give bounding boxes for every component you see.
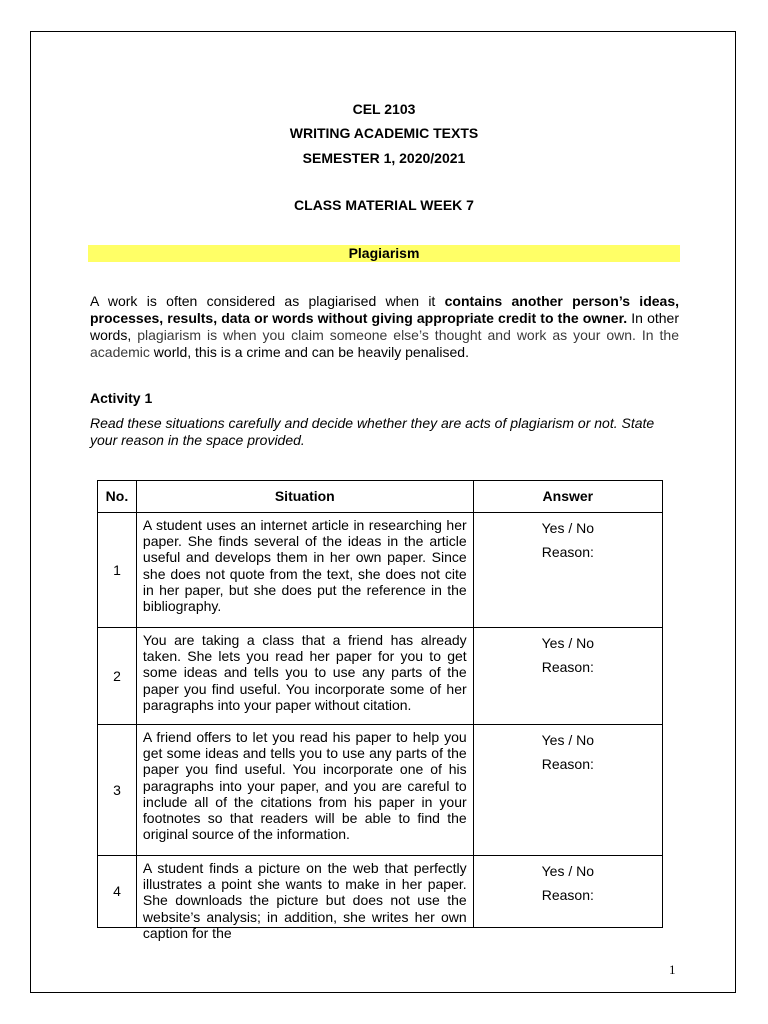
table-row: [98, 513, 663, 628]
yes-no-choice[interactable]: Yes / No: [541, 863, 595, 879]
header-answer: Answer: [473, 481, 662, 513]
intro-bold: contains another person’s ideas, processes, results, data or words without giving appropriate credit to the owner.: [90, 293, 679, 326]
table-row: [98, 628, 663, 725]
yes-no-choice[interactable]: Yes / No: [541, 520, 595, 536]
situation-text: You are taking a class that a friend has already taken. She lets you read her paper for you to get some ideas and tells you to use any parts of the paper you find useful. You incorporate some of her paragraphs into your paper without citation.: [136, 628, 473, 725]
section-banner: Plagiarism: [88, 245, 680, 262]
yes-no-choice[interactable]: Yes / No: [541, 635, 595, 651]
reason-label: Reason:: [541, 659, 594, 675]
situation-text: A friend offers to let you read his paper to help you get some ideas and tells you to use any parts of the paper you find useful. You incorporate one of his paragraphs into your paper, and you are careful to include all of the citations from his paper in your footnotes so that readers will be able to find the original source of the information.: [136, 725, 473, 856]
situations-table: [97, 480, 663, 941]
row-number: 1: [98, 513, 137, 628]
row-number: 4: [98, 856, 137, 928]
answer-cell[interactable]: [473, 856, 662, 928]
situation-text: [136, 856, 473, 941]
header-no: No.: [98, 481, 137, 513]
answer-cell[interactable]: [473, 725, 662, 856]
page-number: 1: [669, 962, 676, 977]
intro-after-bold: In other words,: [90, 310, 679, 343]
class-material-title: CLASS MATERIAL WEEK 7: [294, 197, 474, 213]
course-title: WRITING ACADEMIC TEXTS: [289, 125, 479, 141]
reason-label: Reason:: [541, 887, 594, 903]
intro-lead: A work is often considered as plagiarised when it: [90, 293, 445, 309]
row-number: 2: [98, 628, 137, 725]
table-row: [98, 725, 663, 856]
header-situation: Situation: [136, 481, 473, 513]
semester: SEMESTER 1, 2020/2021: [302, 150, 466, 166]
intro-light: plagiarism is when you claim someone else’s thought and work as your own. In the academic: [90, 327, 679, 360]
activity-title: Activity 1: [90, 390, 153, 406]
course-code: CEL 2103: [352, 101, 416, 117]
intro-tail: world, this is a crime and can be heavily penalised.: [149, 344, 469, 360]
situation-text-clip: A student finds a picture on the web that perfectly illustrates a point she wants to make in her paper. She downloads the picture but does not use the website’s analysis; in addition, she writes her own caption for the: [142, 860, 467, 941]
situation-text: A student uses an internet article in researching her paper. She finds several of the ideas in the article useful and develops them in her own paper. Since she does not quote from the text, she does not cite in her paper, but she does put the reference in the bibliography.: [136, 513, 473, 628]
table-header-row: [98, 481, 663, 513]
table-row: [98, 856, 663, 928]
reason-label: Reason:: [541, 544, 594, 560]
yes-no-choice[interactable]: Yes / No: [541, 732, 595, 748]
answer-cell[interactable]: [473, 628, 662, 725]
row-number: 3: [98, 725, 137, 856]
intro-paragraph: [90, 293, 679, 361]
reason-label: Reason:: [541, 756, 594, 772]
activity-instructions: Read these situations carefully and decide whether they are acts of plagiarism or not. State your reason in the space provided.: [90, 415, 655, 448]
answer-cell[interactable]: [473, 513, 662, 628]
